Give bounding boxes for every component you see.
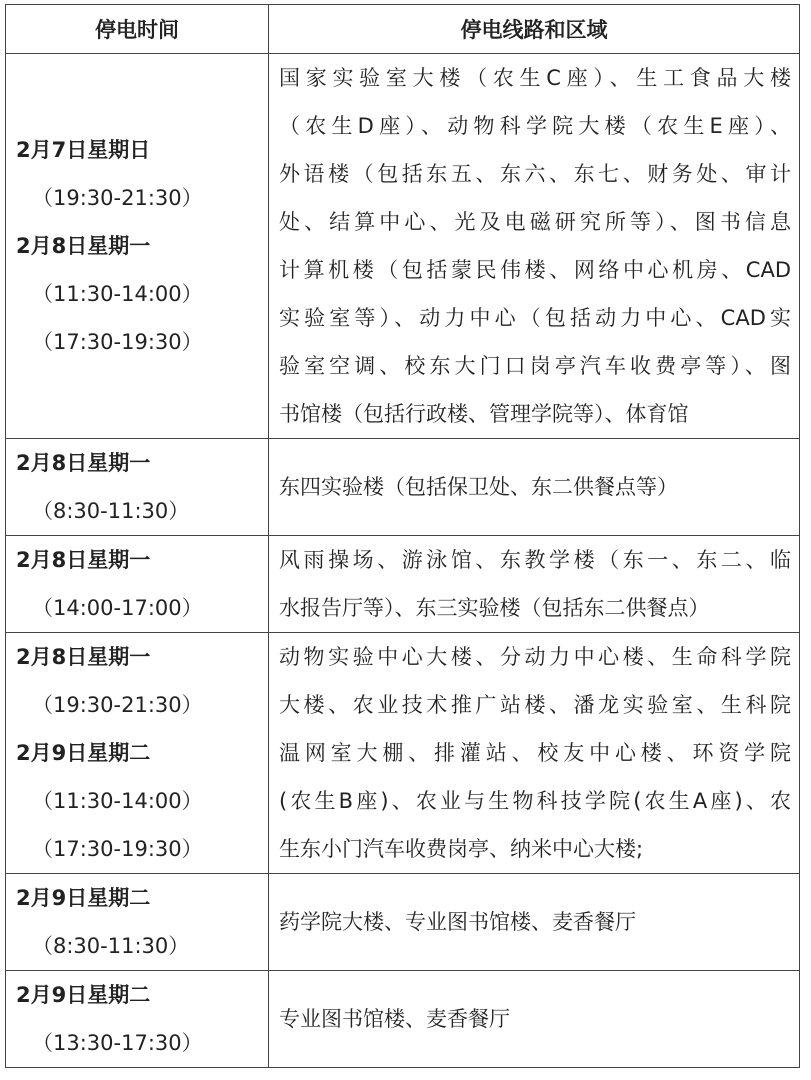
outage-time-cell bbox=[6, 536, 269, 633]
outage-time-cell bbox=[6, 971, 269, 1068]
outage-date: 2月8日星期一 bbox=[16, 548, 151, 572]
table-row bbox=[6, 874, 800, 971]
outage-time-cell bbox=[6, 439, 269, 536]
outage-area-line: 实验室等）、动力中心（包括动力中心、CAD实 bbox=[279, 306, 791, 330]
table-row bbox=[6, 54, 800, 439]
outage-area-line: 水报告厅等）、东三实验楼（包括东二供餐点） bbox=[279, 596, 710, 620]
outage-time-cell bbox=[6, 874, 269, 971]
outage-area-line: 处、结算中心、光及电磁研究所等）、图书信息 bbox=[279, 210, 791, 234]
outage-area-line: 温网室大棚、排灌站、校友中心楼、环资学院 bbox=[279, 741, 791, 765]
table-row bbox=[6, 439, 800, 536]
outage-date: 2月8日星期一 bbox=[16, 451, 151, 475]
outage-date: 2月9日星期二 bbox=[16, 741, 151, 765]
outage-area-line: 东四实验楼（包括保卫处、东二供餐点等） bbox=[279, 475, 678, 499]
outage-area-line: （农生D座）、动物科学院大楼（农生E座）、 bbox=[279, 114, 791, 138]
outage-area-line: (农生B座)、农业与生物科技学院(农生A座)、农 bbox=[279, 789, 791, 813]
outage-time-range: （19:30-21:30） bbox=[32, 186, 203, 210]
outage-time-range: （8:30-11:30） bbox=[32, 499, 190, 523]
outage-schedule-table bbox=[5, 4, 800, 1068]
outage-area-cell bbox=[269, 633, 800, 874]
outage-area-line: 专业图书馆楼、麦香餐厅 bbox=[279, 1007, 510, 1031]
outage-time-range: （14:00-17:00） bbox=[32, 596, 203, 620]
outage-area-cell bbox=[269, 439, 800, 536]
outage-time-cell bbox=[6, 633, 269, 874]
outage-area-line: 外语楼（包括东五、东六、东七、财务处、审计 bbox=[279, 162, 791, 186]
outage-time-range: （17:30-19:30） bbox=[32, 837, 203, 861]
outage-time-range: （17:30-19:30） bbox=[32, 330, 203, 354]
outage-time-range: （11:30-14:00） bbox=[32, 282, 203, 306]
outage-area-line: 生东小门汽车收费岗亭、纳米中心大楼; bbox=[279, 837, 644, 861]
outage-area-cell bbox=[269, 536, 800, 633]
outage-time-cell bbox=[6, 54, 269, 439]
outage-time-range: （11:30-14:00） bbox=[32, 789, 203, 813]
outage-area-line: 药学院大楼、专业图书馆楼、麦香餐厅 bbox=[279, 910, 636, 934]
header-time: 停电时间 bbox=[6, 5, 269, 54]
outage-date: 2月8日星期一 bbox=[16, 645, 151, 669]
outage-area-line: 验室空调、校东大门口岗亭汽车收费亭等）、图 bbox=[279, 354, 791, 378]
table-row bbox=[6, 971, 800, 1068]
table-row bbox=[6, 536, 800, 633]
outage-area-line: 书馆楼（包括行政楼、管理学院等）、体育馆 bbox=[279, 402, 689, 426]
outage-area-line: 国家实验室大楼（农生C座）、生工食品大楼 bbox=[279, 66, 791, 90]
outage-time-range: （8:30-11:30） bbox=[32, 934, 190, 958]
outage-area-cell bbox=[269, 54, 800, 439]
outage-date: 2月9日星期二 bbox=[16, 886, 151, 910]
table-row bbox=[6, 633, 800, 874]
outage-area-cell bbox=[269, 874, 800, 971]
outage-area-line: 风雨操场、游泳馆、东教学楼（东一、东二、临 bbox=[279, 548, 791, 572]
outage-area-line: 动物实验中心大楼、分动力中心楼、生命科学院 bbox=[279, 645, 791, 669]
outage-area-line: 大楼、农业技术推广站楼、潘龙实验室、生科院 bbox=[279, 693, 791, 717]
outage-time-range: （13:30-17:30） bbox=[32, 1031, 203, 1055]
outage-date: 2月8日星期一 bbox=[16, 234, 151, 258]
outage-date: 2月7日星期日 bbox=[16, 138, 151, 162]
outage-time-range: （19:30-21:30） bbox=[32, 693, 203, 717]
header-area: 停电线路和区域 bbox=[269, 5, 800, 54]
outage-area-cell bbox=[269, 971, 800, 1068]
outage-area-line: 计算机楼（包括蒙民伟楼、网络中心机房、CAD bbox=[279, 258, 791, 282]
outage-date: 2月9日星期二 bbox=[16, 983, 151, 1007]
table-header-row bbox=[6, 5, 800, 54]
